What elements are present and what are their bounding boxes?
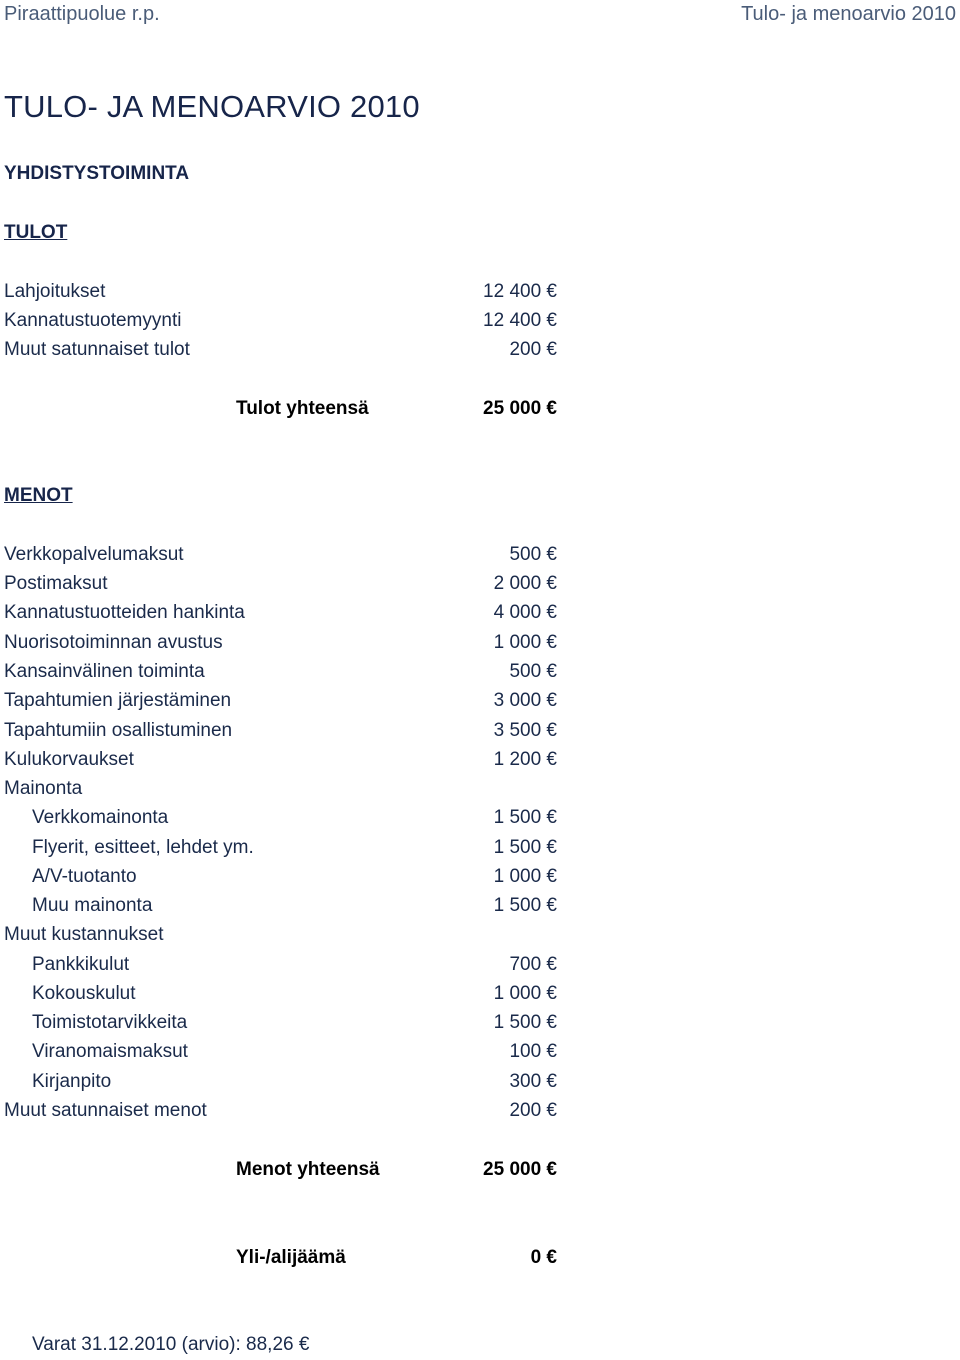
expense-subrow [0,806,600,830]
expense-row [0,631,600,655]
balance-row [0,1246,600,1270]
expense-row-value: 700 € [509,954,557,975]
expense-row-value: 300 € [509,1071,557,1092]
expenses-total-value: 25 000 € [483,1159,557,1180]
income-row [0,309,600,333]
expense-row [0,601,600,625]
expense-row [0,748,600,772]
expense-row-label: Kannatustuotteiden hankinta [4,602,245,623]
expense-subrow [0,1040,600,1064]
expense-row-label: Tapahtumiin osallistuminen [4,720,233,741]
income-row-label: Lahjoitukset [4,281,106,302]
income-row-value: 12 400 € [483,310,557,331]
income-row-value: 200 € [509,339,557,360]
page-header-right: Tulo- ja menoarvio 2010 [741,3,956,25]
expense-row-value: 1 000 € [493,983,557,1004]
expense-row-label: Tapahtumien järjestäminen [4,690,232,711]
income-total-value: 25 000 € [483,398,557,419]
expense-row-value: 2 000 € [493,573,557,594]
expense-subrow [0,982,600,1006]
expense-row-value: 500 € [509,661,557,682]
expense-row-label: Muut satunnaiset menot [4,1100,207,1121]
expense-subrow [0,865,600,889]
expense-subrow [0,1011,600,1035]
expense-row-value: 100 € [509,1041,557,1062]
expense-row-label: Postimaksut [4,573,108,594]
income-heading: TULOT [4,222,68,243]
expense-row [0,543,600,567]
expense-row-label: Kansainvälinen toiminta [4,661,205,682]
expense-row-label: Kokouskulut [32,983,136,1004]
expense-row-label: Kulukorvaukset [4,749,134,770]
expense-row-label: Nuorisotoiminnan avustus [4,632,223,653]
expense-row-label: Muu mainonta [32,895,153,916]
expense-row-label: A/V-tuotanto [32,866,137,887]
balance-label: Yli-/alijäämä [236,1247,346,1268]
expense-row-value: 3 500 € [493,720,557,741]
income-row [0,338,600,362]
expense-group-row [0,777,600,801]
page-header-left: Piraattipuolue r.p. [4,3,160,25]
expense-row-label: Flyerit, esitteet, lehdet ym. [32,837,254,858]
expense-row-value: 500 € [509,544,557,565]
expense-group-label: Mainonta [4,778,83,799]
expense-row-value: 1 500 € [493,837,557,858]
expense-subrow [0,894,600,918]
expense-row-value: 1 000 € [493,866,557,887]
expense-row-label: Verkkomainonta [32,807,169,828]
expenses-total-row [0,1158,600,1182]
reserves-note: Varat 31.12.2010 (arvio): 88,26 € [32,1334,310,1355]
income-total-label: Tulot yhteensä [236,398,369,419]
expense-row-value: 1 500 € [493,807,557,828]
expense-subrow [0,836,600,860]
expense-row-value: 200 € [509,1100,557,1121]
expense-row [0,719,600,743]
expense-row-value: 1 000 € [493,632,557,653]
income-row [0,280,600,304]
expense-row-label: Viranomaismaksut [32,1041,188,1062]
expense-row-label: Verkkopalvelumaksut [4,544,184,565]
expense-subrow [0,1070,600,1094]
expense-row-label: Pankkikulut [32,954,130,975]
expense-row-value: 4 000 € [493,602,557,623]
expenses-heading: MENOT [4,485,73,506]
expense-group-label: Muut kustannukset [4,924,164,945]
expense-row-value: 1 500 € [493,1012,557,1033]
balance-value: 0 € [530,1247,557,1268]
income-total-row [0,397,600,421]
expense-row [0,689,600,713]
income-row-label: Muut satunnaiset tulot [4,339,190,360]
expense-subrow [0,953,600,977]
expense-row-label: Toimistotarvikkeita [32,1012,188,1033]
expense-row-value: 3 000 € [493,690,557,711]
expense-row-value: 1 200 € [493,749,557,770]
document-title: TULO- JA MENOARVIO 2010 [4,89,420,124]
expense-group-row [0,923,600,947]
expense-row [0,1099,600,1123]
income-row-label: Kannatustuotemyynti [4,310,182,331]
expense-row-value: 1 500 € [493,895,557,916]
expenses-total-label: Menot yhteensä [236,1159,380,1180]
expense-row-label: Kirjanpito [32,1071,112,1092]
section-heading: YHDISTYSTOIMINTA [4,163,190,184]
expense-row [0,572,600,596]
income-row-value: 12 400 € [483,281,557,302]
expense-row [0,660,600,684]
